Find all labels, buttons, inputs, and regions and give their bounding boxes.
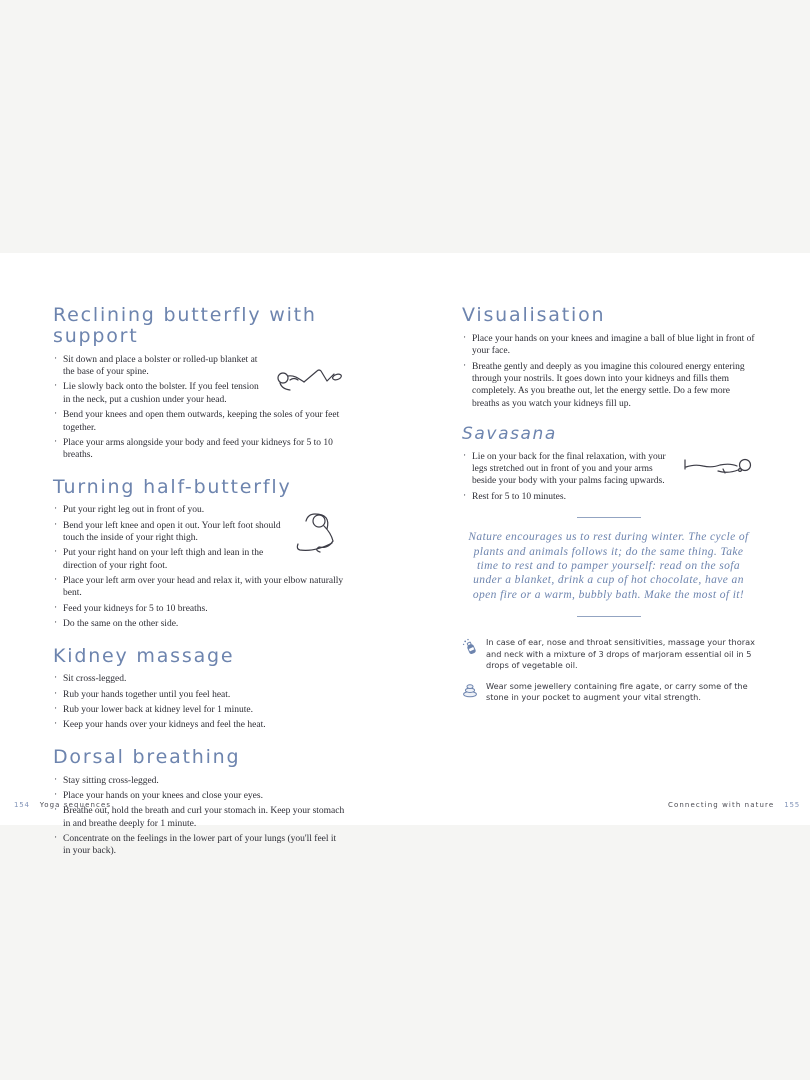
bullet-item: · Lie on your back for the final relaxation, with your legs stretched out in front of you and your arms beside your body with your palms facing upwards.: [462, 451, 755, 488]
note-text: Wear some jewellery containing fire agate, or carry some of the stone in your pocket to augment your vital strength.: [486, 680, 748, 703]
bullet-item: · Bend your left knee and open it out. Your left foot should touch the inside of your right thigh.: [53, 520, 345, 545]
section-title: Kidney massage: [53, 644, 235, 667]
bullet-item: · Put your right leg out in front of you.: [53, 504, 345, 516]
bullet-item: · Rest for 5 to 10 minutes.: [462, 491, 755, 503]
bullet-item: · Sit down and place a bolster or rolled-up blanket at the base of your spine.: [53, 354, 345, 379]
footer-section-label: Yoga sequences: [39, 801, 112, 809]
bullet-item: · Feed your kidneys for 5 to 10 breaths.: [53, 603, 345, 615]
bullet-list: [53, 504, 345, 630]
quote-divider-bottom: [577, 616, 641, 617]
bullet-list: [53, 673, 345, 731]
bullet-item: · Concentrate on the feelings in the lower part of your lungs (you'll feel it in your back).: [53, 833, 345, 858]
section-visualisation: [462, 305, 755, 410]
bullet-list: [462, 333, 755, 410]
bullet-item: · Place your arms alongside your body and feed your kidneys for 5 to 10 breaths.: [53, 437, 345, 462]
essential-oil-note: [462, 637, 755, 671]
quote-divider-top: [577, 517, 641, 518]
bullet-item: · Place your hands on your knees and close your eyes.: [53, 790, 345, 802]
stone-note: [462, 681, 755, 704]
bullet-item: · Keep your hands over your kidneys and feel the heat.: [53, 719, 345, 731]
note-text: In case of ear, nose and throat sensitivities, massage your thorax and neck with a mixture of 3 drops of marjoram essential oil in 5 drops of vegetable oil.: [486, 637, 755, 671]
stone-stack-icon: [462, 682, 480, 703]
section-title: Savasana: [462, 423, 557, 444]
bullet-item: · Breathe gently and deeply as you imagine this coloured energy entering through your nostrils. It goes down into your kidneys and fills them completely. As you breathe out, let the energy settle. Do a few more breaths as you watch your kidneys fill up.: [462, 361, 755, 410]
right-page: [405, 253, 810, 825]
section-title: Visualisation: [462, 304, 606, 326]
open-book-pages: [0, 253, 810, 857]
section-title: Reclining butterfly with support: [53, 304, 317, 347]
bullet-list: [53, 354, 345, 462]
bullet-item: · Place your left arm over your head and relax it, with your elbow naturally bent.: [53, 575, 345, 600]
page-number: 154: [14, 801, 30, 809]
bullet-item: · Stay sitting cross-legged.: [53, 775, 345, 787]
page-number: 155: [784, 801, 800, 809]
section-savasana: [462, 425, 755, 503]
section-turning-half-butterfly: [53, 477, 345, 631]
seasonal-quote: Nature encourages us to rest during winter. The cycle of plants and animals follows it; do the same thing. Take time to rest and to pamper yourself: read on the sofa under a blanket, drink a cup of hot chocolate, have an open fire or a warm, bubbly bath. Make the most of it!: [468, 531, 749, 601]
bullet-list: [462, 451, 755, 503]
section-title: Dorsal breathing: [53, 745, 241, 768]
bullet-item: · Do the same on the other side.: [53, 618, 345, 630]
section-reclining-butterfly: [53, 305, 345, 462]
bullet-item: · Sit cross-legged.: [53, 673, 345, 685]
left-page-footer: [14, 801, 111, 809]
essential-oil-bottle-icon: [462, 638, 480, 661]
bullet-item: · Place your hands on your knees and imagine a ball of blue light in front of your face.: [462, 333, 755, 358]
left-page: [0, 253, 405, 857]
bullet-item: · Lie slowly back onto the bolster. If you feel tension in the neck, put a cushion under your head.: [53, 381, 345, 406]
right-page-footer: [668, 801, 800, 809]
remedy-notes: [462, 637, 755, 703]
footer-chapter-label: Connecting with nature: [668, 801, 775, 809]
bullet-item: · Rub your hands together until you feel heat.: [53, 689, 345, 701]
bullet-item: · Breathe out, hold the breath and curl your stomach in. Keep your stomach in and breathe deeply for 1 minute.: [53, 805, 345, 830]
section-kidney-massage: [53, 646, 345, 732]
bullet-item: · Put your right hand on your left thigh and lean in the direction of your right foot.: [53, 547, 345, 572]
bullet-item: · Bend your knees and open them outwards, keeping the soles of your feet together.: [53, 409, 345, 434]
section-title: Turning half-butterfly: [53, 475, 292, 498]
bullet-list: [53, 775, 345, 858]
bullet-item: · Rub your lower back at kidney level for 1 minute.: [53, 704, 345, 716]
